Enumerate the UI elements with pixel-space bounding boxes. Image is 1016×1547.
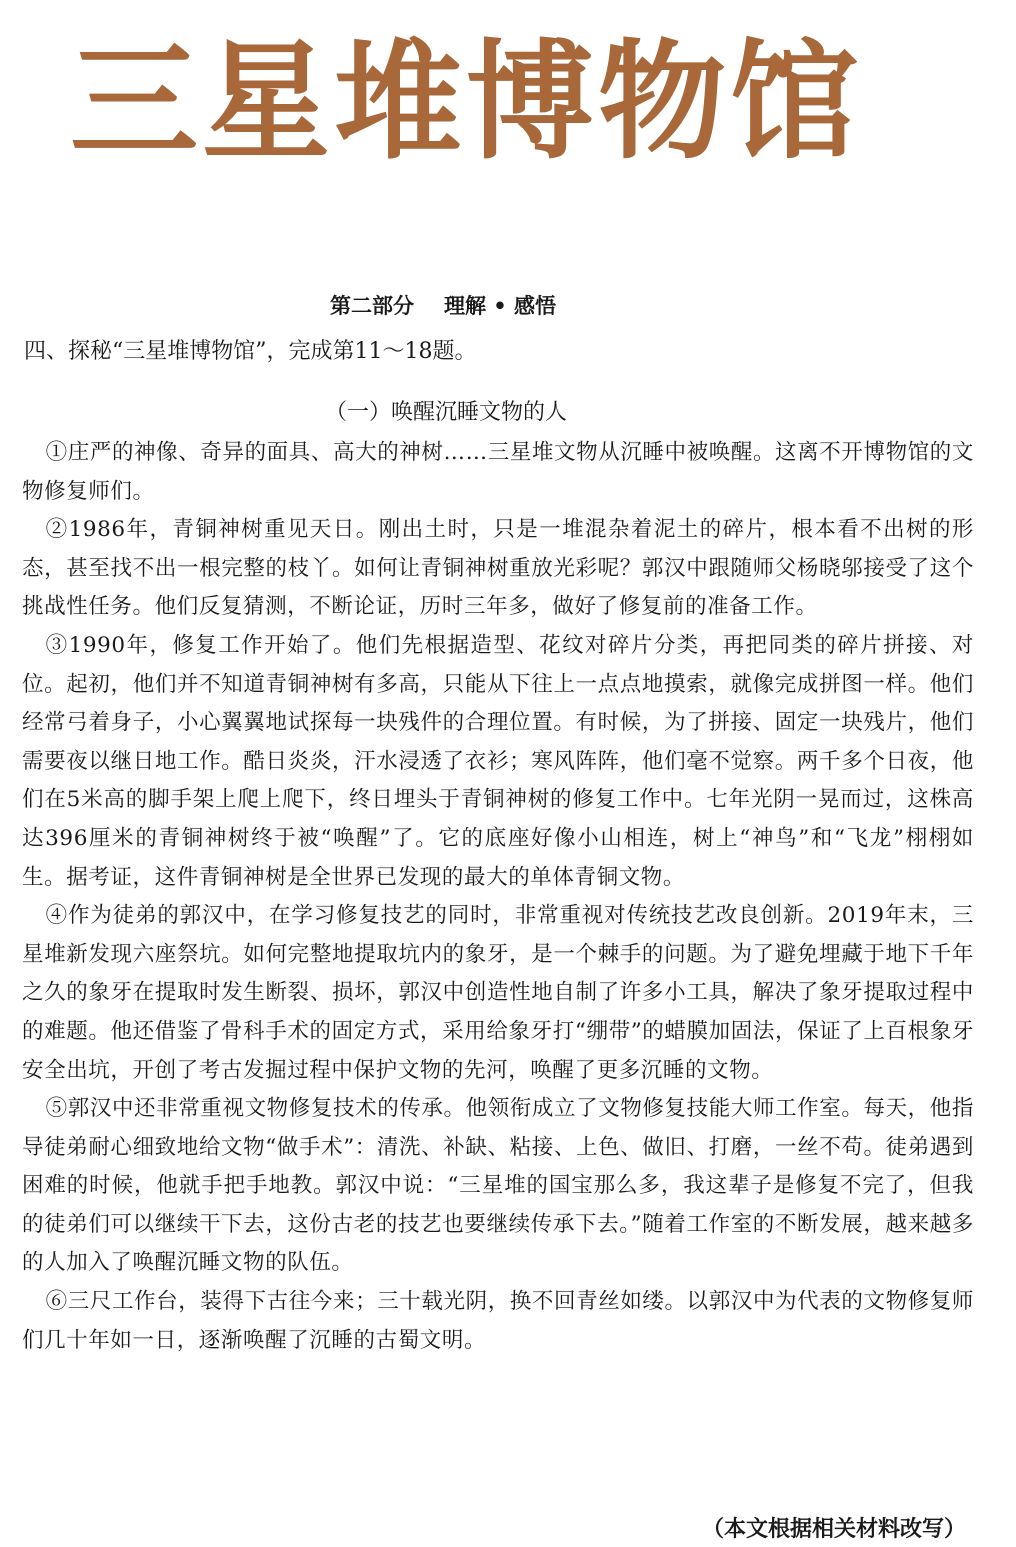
source-note: （本文根据相关材料改写） (701, 1516, 966, 1542)
paragraph-5: ⑤郭汉中还非常重视文物修复技术的传承。他领衔成立了文物修复技能大师工作室。每天，他指导徒弟耐心细致地给文物“做手术”：清洗、补缺、粘接、上色、做旧、打磨，一丝不苟。徒弟遇到困难的时候，他就手把手地教。郭汉中说：“三星堆的国宝那么多，我这辈子是修复不完了，但我的徒弟们可以继续干下去，这份古老的技艺也要继续传承下去。”随着工作室的不断发展，越来越多的人加入了唤醒沉睡文物的队伍。 (22, 1096, 974, 1276)
paragraph-3: ③1990年，修复工作开始了。他们先根据造型、花纹对碎片分类，再把同类的碎片拼接、对位。起初，他们并不知道青铜神树有多高，只能从下往上一点点地摸索，就像完成拼图一样。他们经常弓着身子，小心翼翼地试探每一块残件的合理位置。有时候，为了拼接、固定一块残片，他们需要夜以继日地工作。酷日炎炎，汗水浸透了衣衫；寒风阵阵，他们毫不觉察。两千多个日夜，他们在5米高的脚手架上爬上爬下，终日埋头于青铜神树的修复工作中。七年光阴一晃而过，这株高达396厘米的青铜神树终于被“唤醒”了。它的底座好像小山相连，树上“神鸟”和“飞龙”栩栩如生。据考证，这件青铜神树是全世界已发现的最大的单体青铜文物。 (22, 632, 974, 890)
article-subtitle: （一）唤醒沉睡文物的人 (325, 400, 568, 425)
section-heading (330, 290, 556, 320)
paragraph-6: ⑥三尺工作台，装得下古往今来；三十载光阴，换不回青丝如缕。以郭汉中为代表的文物修复师们几十年如一日，逐渐唤醒了沉睡的古蜀文明。 (22, 1289, 974, 1353)
museum-title-banner: 三星堆博物馆 (70, 28, 863, 177)
paragraph-1: ①庄严的神像、奇异的面具、高大的神树……三星堆文物从沉睡中被唤醒。这离不开博物馆的文物修复师们。 (22, 440, 974, 504)
question-instruction: 四、探秘“三星堆博物馆”，完成第11～18题。 (24, 339, 477, 364)
paragraph-2: ②1986年，青铜神树重见天日。刚出土时，只是一堆混杂着泥土的碎片，根本看不出树的形态，甚至找不出一根完整的枝丫。如何让青铜神树重放光彩呢？郭汉中跟随师父杨晓邬接受了这个挑战性任务。他们反复猜测，不断论证，历时三年多，做好了修复前的准备工作。 (22, 517, 974, 620)
paragraph-4: ④作为徒弟的郭汉中，在学习修复技艺的同时，非常重视对传统技艺改良创新。2019年末，三星堆新发现六座祭坑。如何完整地提取坑内的象牙，是一个棘手的问题。为了避免埋藏于地下千年之久的象牙在提取时发生断裂、损坏，郭汉中创造性地自制了许多小工具，解决了象牙提取过程中的难题。他还借鉴了骨科手术的固定方式，采用给象牙打“绷带”的蜡膜加固法，保证了上百根象牙安全出坑，开创了考古发掘过程中保护文物的先河，唤醒了更多沉睡的文物。 (22, 903, 974, 1083)
article-body (22, 434, 974, 1360)
section-theme-label: 理解 • 感悟 (444, 294, 557, 318)
section-part-label: 第二部分 (330, 294, 414, 318)
